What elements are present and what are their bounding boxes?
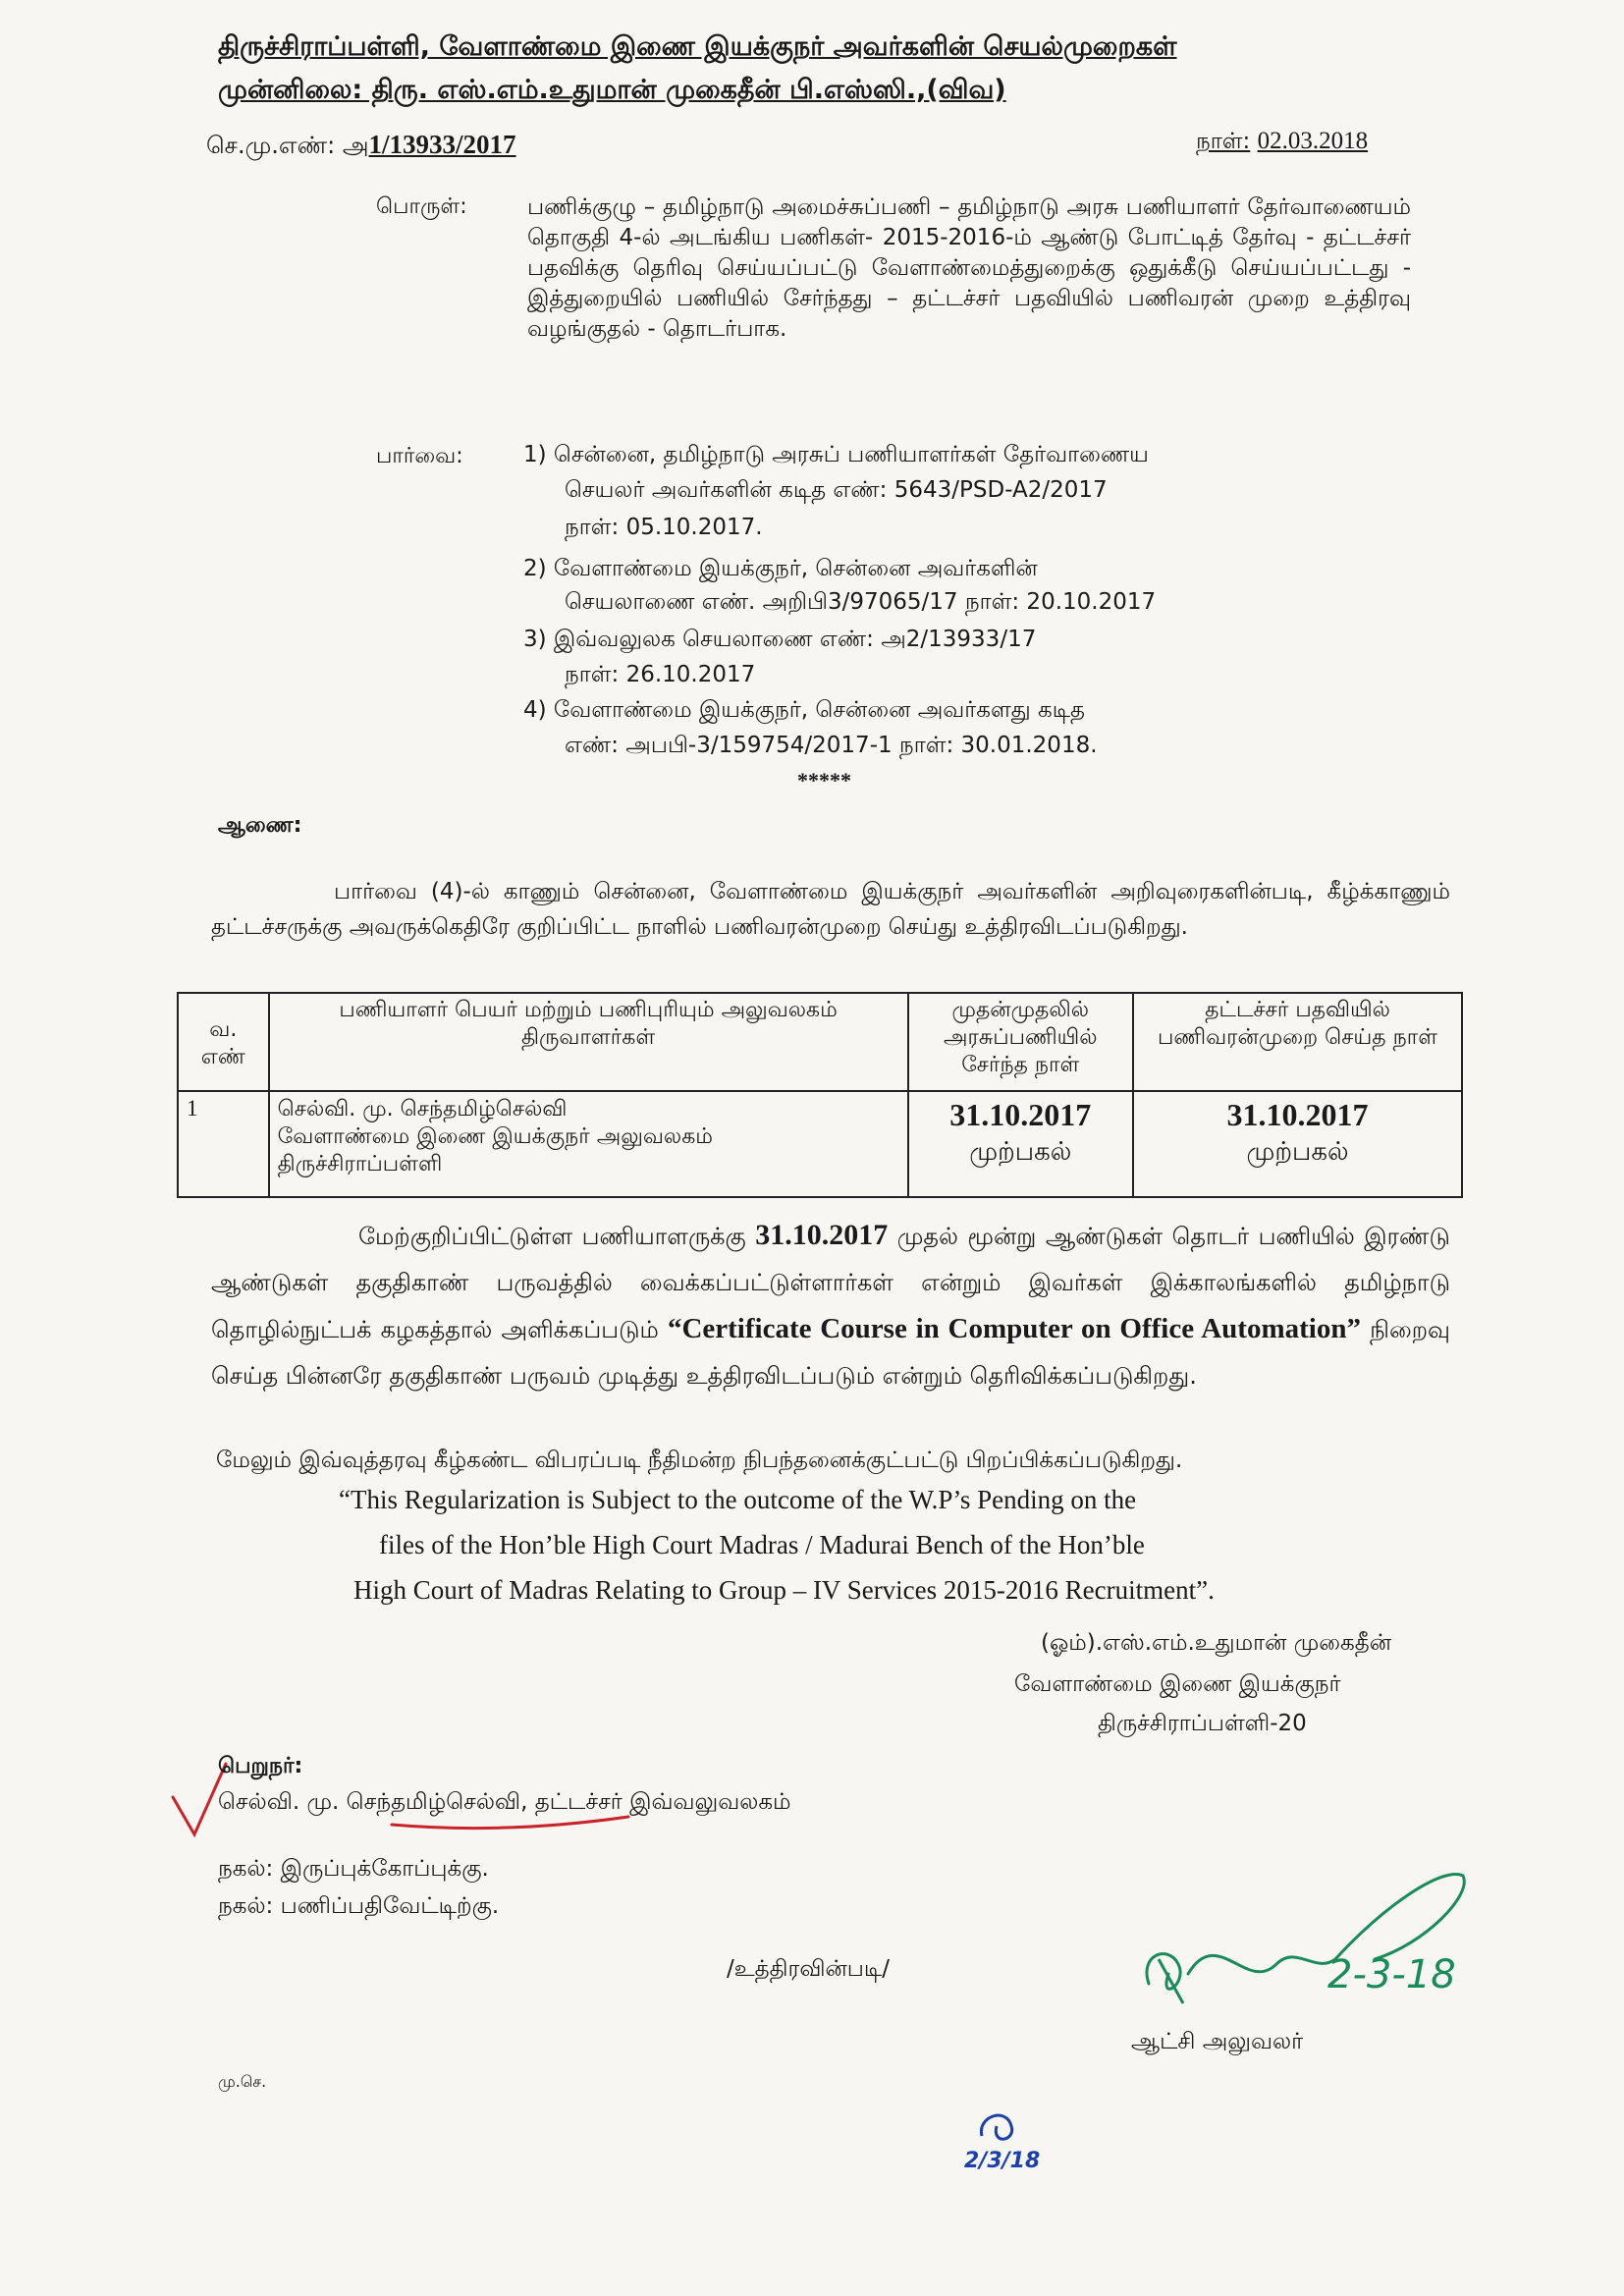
regularization-table bbox=[177, 992, 1463, 1198]
header-joined-date: முதன்முதலில் அரசுப்பணியில் சேர்ந்த நாள் bbox=[908, 993, 1134, 1091]
green-signature-icon bbox=[1129, 1866, 1522, 2043]
order-label: ஆணை: bbox=[218, 813, 302, 838]
reference-1 bbox=[523, 442, 1149, 470]
subject-label: பொருள்: bbox=[376, 194, 467, 219]
quote-line-1: “This Regularization is Subject to the outcome of the W.P’s Pending on the bbox=[339, 1485, 1137, 1514]
ref-prefix: அ bbox=[342, 132, 369, 159]
quote-line-2: files of the Hon’ble High Court Madras / Madurai Bench of the Hon’ble bbox=[379, 1530, 1145, 1559]
subject-text: பணிக்குழு – தமிழ்நாடு அமைச்சுப்பணி – தமிழ்நாடு அரசு பணியாளர் தேர்வாணையம் தொகுதி 4-ல் அடங்கிய பணிகள்- 2015-2016-ம் ஆண்டு போட்டித் தேர்வு - தட்டச்சர் பதவிக்கு தெரிவு செய்யப்பட்டு வேளாண்மைத்துறைக்கு ஒதுக்கீடு செய்யப்பட்டது - இத்துறையில் பணியில் சேர்ந்தது – தட்டச்சர் பதவியில் பணிவரன் முறை உத்திரவு வழங்குதல் - தொடர்பாக. bbox=[527, 194, 1411, 342]
footer-initials: மு.செ. bbox=[218, 2072, 267, 2091]
reference-line: நாள்: 05.10.2017. bbox=[565, 515, 763, 540]
ref-number: 1/13933/2017 bbox=[368, 130, 516, 159]
signatory-designation: வேளாண்மை இணை இயக்குநர் bbox=[1014, 1671, 1341, 1697]
reference-line: எண்: அபபி-3/159754/2017-1 நாள்: 30.01.2018. bbox=[565, 733, 1098, 758]
copy-line-2: நகல்: பணிப்பதிவேட்டிற்கு. bbox=[218, 1893, 500, 1919]
red-underline-icon bbox=[388, 1807, 633, 1836]
reference-line: வேளாண்மை இயக்குநர், சென்னை அவர்களது கடித bbox=[553, 697, 1086, 723]
row-name-office bbox=[269, 1091, 908, 1197]
row-serial: 1 bbox=[178, 1091, 269, 1197]
reference-num: 2) bbox=[523, 556, 547, 581]
row-joined-date bbox=[908, 1091, 1134, 1197]
signatory-name: (ஓம்).எஸ்.எம்.உதுமான் முகைதீன் bbox=[1041, 1630, 1392, 1656]
employee-place: திருச்சிராப்பள்ளி bbox=[277, 1152, 443, 1176]
header-name-office: பணியாளர் பெயர் மற்றும் பணிபுரியும் அலுவலகம் திருவாளர்கள் bbox=[269, 993, 908, 1091]
probation-paragraph bbox=[211, 1212, 1450, 1399]
probation-start-date: 31.10.2017 bbox=[755, 1219, 889, 1251]
table-row bbox=[178, 1091, 1462, 1197]
order-paragraph: பார்வை (4)-ல் காணும் சென்னை, வேளாண்மை இயக்குநர் அவர்களின் அறிவுரைகளின்படி, கீழ்க்காணும் தட்டச்சருக்கு அவருக்கெதிரே குறிப்பிட்ட நாளில் பணிவரன்முறை செய்து உத்திரவிடப்படுகிறது. bbox=[211, 879, 1450, 940]
reference-num: 3) bbox=[523, 627, 547, 652]
recipient-name: செல்வி. மு. செந்தமிழ்செல்வி, bbox=[218, 1789, 528, 1815]
blue-initial-icon bbox=[972, 2102, 1031, 2151]
probation-text: முதல் மூன்று ஆண்டுகள் தொடர் பணியில் இரண்டு ஆண்டுகள் தகுதிகாண் பருவத்தில் வைக்கப்பட்டுள்ளார்கள் என்றும் இவர்கள் இக்காலங்களில் தமிழ்நாடு தொழில்நுட்பக் கழகத்தால் அளிக்கப்படும் bbox=[211, 1223, 1450, 1343]
regularized-session: முற்பகல் bbox=[1246, 1137, 1349, 1167]
quote-line-3: High Court of Madras Relating to Group – IV Services 2015-2016 Recruitment”. bbox=[353, 1575, 1215, 1605]
probation-text: மேற்குறிப்பிட்டுள்ள பணியாளருக்கு bbox=[358, 1223, 746, 1250]
admin-officer-title: ஆட்சி அலுவலர் bbox=[1131, 2029, 1304, 2054]
header-serial: வ. எண் bbox=[178, 993, 269, 1091]
copy-line-1: நகல்: இருப்புக்கோப்புக்கு. bbox=[218, 1856, 489, 1882]
date-value: 02.03.2018 bbox=[1257, 128, 1369, 154]
handwritten-date: 2-3-18 bbox=[1327, 1952, 1456, 1997]
header-regularized-date: தட்டச்சர் பதவியில் பணிவரன்முறை செய்த நாள் bbox=[1133, 993, 1462, 1091]
reference-line: செயலாணை எண். அறிபி3/97065/17 நாள்: 20.10.2017 bbox=[565, 589, 1157, 615]
ref-label: செ.மு.எண்: bbox=[206, 132, 336, 159]
reference-line: வேளாண்மை இயக்குநர், சென்னை அவர்களின் bbox=[553, 556, 1038, 581]
date-label: நாள்: bbox=[1196, 129, 1251, 154]
recipient-label: பெறுநர்: bbox=[218, 1754, 303, 1778]
blue-stamp-date: 2/3/18 bbox=[964, 2149, 1041, 2173]
reference-line: இவ்வலுலக செயலாணை எண்: அ2/13933/17 bbox=[553, 627, 1037, 652]
joined-session: முற்பகல் bbox=[969, 1137, 1072, 1167]
signatory-place: திருச்சிராப்பள்ளி-20 bbox=[1098, 1711, 1307, 1736]
reference-line: சென்னை, தமிழ்நாடு அரசுப் பணியாளர்கள் தேர்வாணைய bbox=[553, 442, 1149, 467]
references-label: பார்வை: bbox=[376, 444, 463, 468]
reference-4 bbox=[523, 697, 1085, 726]
header-line-2: முன்னிலை: திரு. எஸ்.எம்.உதுமான் முகைதீன் பி.எஸ்ஸி.,(விவ) bbox=[218, 75, 1006, 105]
court-condition-text: மேலும் இவ்வுத்தரவு கீழ்கண்ட விபரப்படி நீதிமன்ற நிபந்தனைக்குட்பட்டு பிறப்பிக்கப்படுகிறது. bbox=[216, 1448, 1183, 1473]
joined-date-value: 31.10.2017 bbox=[949, 1097, 1092, 1132]
regularized-date-value: 31.10.2017 bbox=[1226, 1097, 1369, 1132]
employee-office: வேளாண்மை இணை இயக்குநர் அலுவலகம் bbox=[277, 1124, 713, 1149]
employee-name: செல்வி. மு. செந்தமிழ்செல்வி bbox=[277, 1097, 568, 1121]
reference-line: நாள்: 26.10.2017 bbox=[565, 662, 756, 687]
header-line-1: திருச்சிராப்பள்ளி, வேளாண்மை இணை இயக்குநர் அவர்களின் செயல்முறைகள் bbox=[218, 31, 1177, 62]
separator-stars: ***** bbox=[797, 768, 851, 793]
recipient-office: தட்டச்சர் இவ்வலுவலகம் bbox=[534, 1789, 791, 1815]
reference-2 bbox=[523, 556, 1038, 584]
table-header-row bbox=[178, 993, 1462, 1091]
reference-line: செயலர் அவர்களின் கடித எண்: 5643/PSD-A2/2017 bbox=[565, 477, 1108, 503]
reference-number bbox=[206, 130, 516, 162]
row-regularized-date bbox=[1133, 1091, 1462, 1197]
by-order-text: /உத்திரவின்படி/ bbox=[727, 1956, 890, 1982]
course-name: “Certificate Course in Computer on Office Automation” bbox=[667, 1313, 1361, 1344]
reference-3 bbox=[523, 627, 1036, 655]
probation-text: நிறைவு செய்த பின்னரே தகுதிகாண் பருவம் முடித்து உத்திரவிடப்படும் என்றும் தெரிவிக்கப்படுகிறது. bbox=[211, 1316, 1450, 1390]
reference-num: 4) bbox=[523, 697, 547, 723]
document-date bbox=[1196, 128, 1368, 157]
reference-num: 1) bbox=[523, 442, 547, 467]
